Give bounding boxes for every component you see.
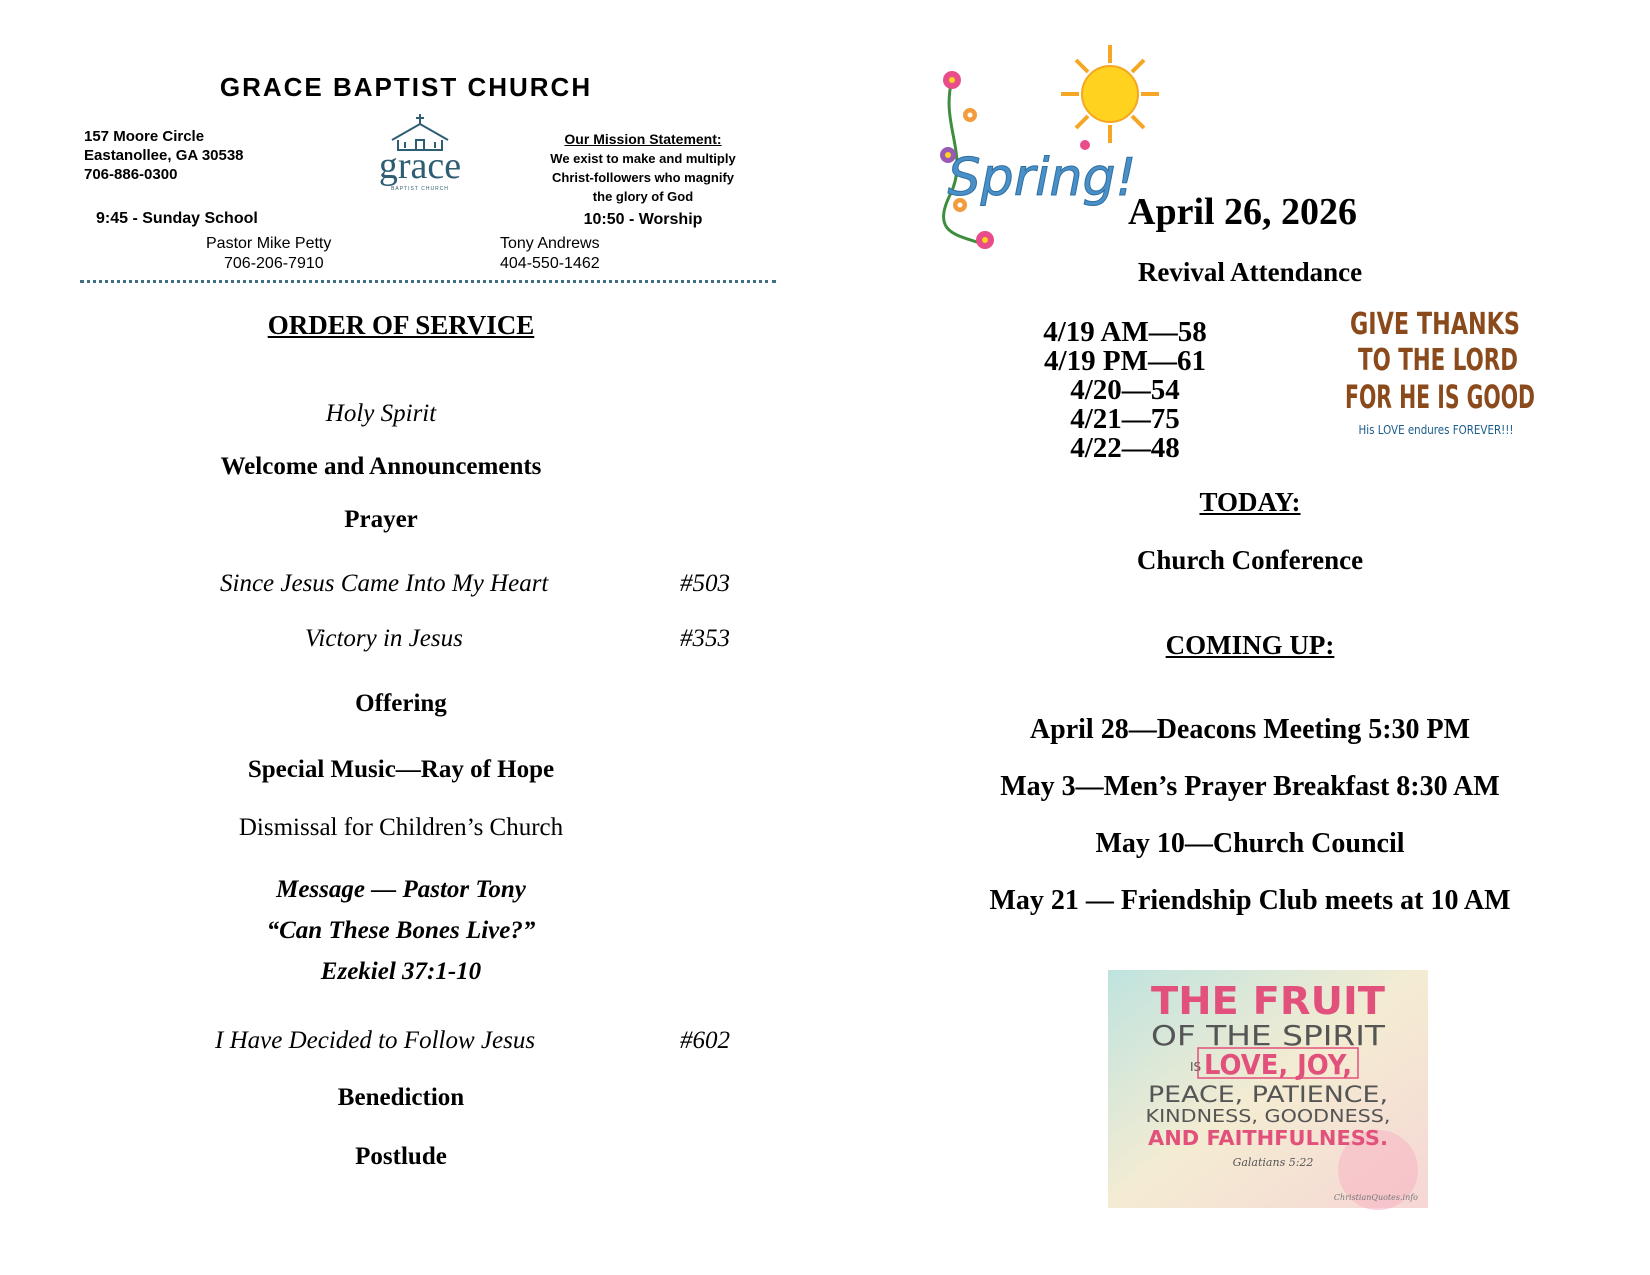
attendance-row-1: 4/19 AM—58 <box>1043 316 1207 348</box>
church-name: GRACE BAPTIST CHURCH <box>219 72 593 102</box>
message-speaker: Message — Pastor Tony <box>276 876 526 903</box>
fruit-reference: Galatians 5:22 <box>1232 1156 1314 1169</box>
logo-subtitle: BAPTIST CHURCH <box>391 186 449 192</box>
prayer: Prayer <box>344 506 418 533</box>
attendance-title: Revival Attendance <box>1137 257 1363 287</box>
logo-word: grace <box>378 145 462 187</box>
mission-title: Our Mission Statement: <box>564 131 722 147</box>
spring-word: Spring! <box>947 148 1137 208</box>
event-3: May 10—Church Council <box>1095 828 1405 859</box>
pastor-name: Pastor Mike Petty <box>206 235 332 252</box>
event-4: May 21 — Friendship Club meets at 10 AM <box>989 885 1511 916</box>
event-1: April 28—Deacons Meeting 5:30 PM <box>1029 714 1471 745</box>
sun-icon <box>1061 45 1159 143</box>
hymn-2-number: #353 <box>680 625 730 652</box>
message-title: “Can These Bones Live?” <box>266 917 536 944</box>
fruit-line-3: LOVE, JOY, <box>1204 1048 1352 1081</box>
attendance-row-4: 4/21—75 <box>1070 403 1180 435</box>
mission-line-3: the glory of God <box>592 189 694 204</box>
attendance-row-2: 4/19 PM—61 <box>1044 345 1206 377</box>
give-thanks-line-4: His LOVE endures FOREVER!!! <box>1358 423 1514 437</box>
fruit-line-2: OF THE SPIRIT <box>1151 1019 1387 1052</box>
mission-line-1: We exist to make and multiply <box>550 151 736 166</box>
event-2: May 3—Men’s Prayer Breakfast 8:30 AM <box>1000 771 1500 802</box>
postlude: Postlude <box>355 1143 447 1170</box>
fruit-is-word: IS <box>1190 1060 1202 1074</box>
spring-graphic <box>930 45 1160 255</box>
fruit-line-1: THE FRUIT <box>1151 979 1386 1023</box>
attendance-row-5: 4/22—48 <box>1070 432 1180 464</box>
sunday-school-time: 9:45 - Sunday School <box>96 210 258 227</box>
music-director-name: Tony Andrews <box>500 235 600 252</box>
fruit-of-spirit-graphic <box>1108 970 1428 1208</box>
grace-logo <box>350 114 490 194</box>
church-phone: 706-886-0300 <box>84 166 178 183</box>
message-scripture: Ezekiel 37:1-10 <box>320 958 482 985</box>
fruit-line-6: AND FAITHFULNESS. <box>1148 1126 1388 1150</box>
order-of-service-title: ORDER OF SERVICE <box>267 310 535 340</box>
give-thanks-line-3: FOR HE IS GOOD <box>1345 378 1535 416</box>
address-street: 157 Moore Circle <box>84 128 205 145</box>
attendance-row-3: 4/20—54 <box>1070 374 1180 406</box>
offering: Offering <box>355 690 447 717</box>
benediction: Benediction <box>337 1084 465 1111</box>
fruit-line-5: KINDNESS, GOODNESS, <box>1145 1106 1391 1127</box>
coming-up-label: COMING UP: <box>1165 630 1335 660</box>
bulletin-date: April 26, 2026 <box>1128 191 1358 233</box>
music-director-phone: 404-550-1462 <box>500 255 600 272</box>
special-music: Special Music—Ray of Hope <box>247 756 555 783</box>
hymn-1-number: #503 <box>680 570 730 597</box>
pastor-phone: 706-206-7910 <box>224 255 324 272</box>
childrens-church-dismissal: Dismissal for Children’s Church <box>238 814 564 841</box>
give-thanks-graphic <box>1340 300 1540 442</box>
today-label: TODAY: <box>1199 487 1301 517</box>
address-city: Eastanollee, GA 30538 <box>84 147 244 164</box>
hymn-3-title: I Have Decided to Follow Jesus <box>215 1027 536 1054</box>
prelude: Holy Spirit <box>325 400 437 427</box>
welcome-announcements: Welcome and Announcements <box>220 453 542 480</box>
today-event: Church Conference <box>1136 545 1364 575</box>
give-thanks-line-2: TO THE LORD <box>1358 343 1518 378</box>
mission-line-2: Christ-followers who magnify <box>551 170 734 185</box>
hymn-1-title: Since Jesus Came Into My Heart <box>220 570 549 597</box>
hymn-3-number: #602 <box>680 1027 730 1054</box>
worship-time: 10:50 - Worship <box>583 211 703 228</box>
header-divider <box>80 280 776 283</box>
hymn-2-title: Victory in Jesus <box>305 625 463 652</box>
fruit-credit: ChristianQuotes.info <box>1333 1193 1418 1202</box>
fruit-line-4: PEACE, PATIENCE, <box>1148 1083 1388 1108</box>
give-thanks-line-1: GIVE THANKS <box>1350 307 1520 342</box>
